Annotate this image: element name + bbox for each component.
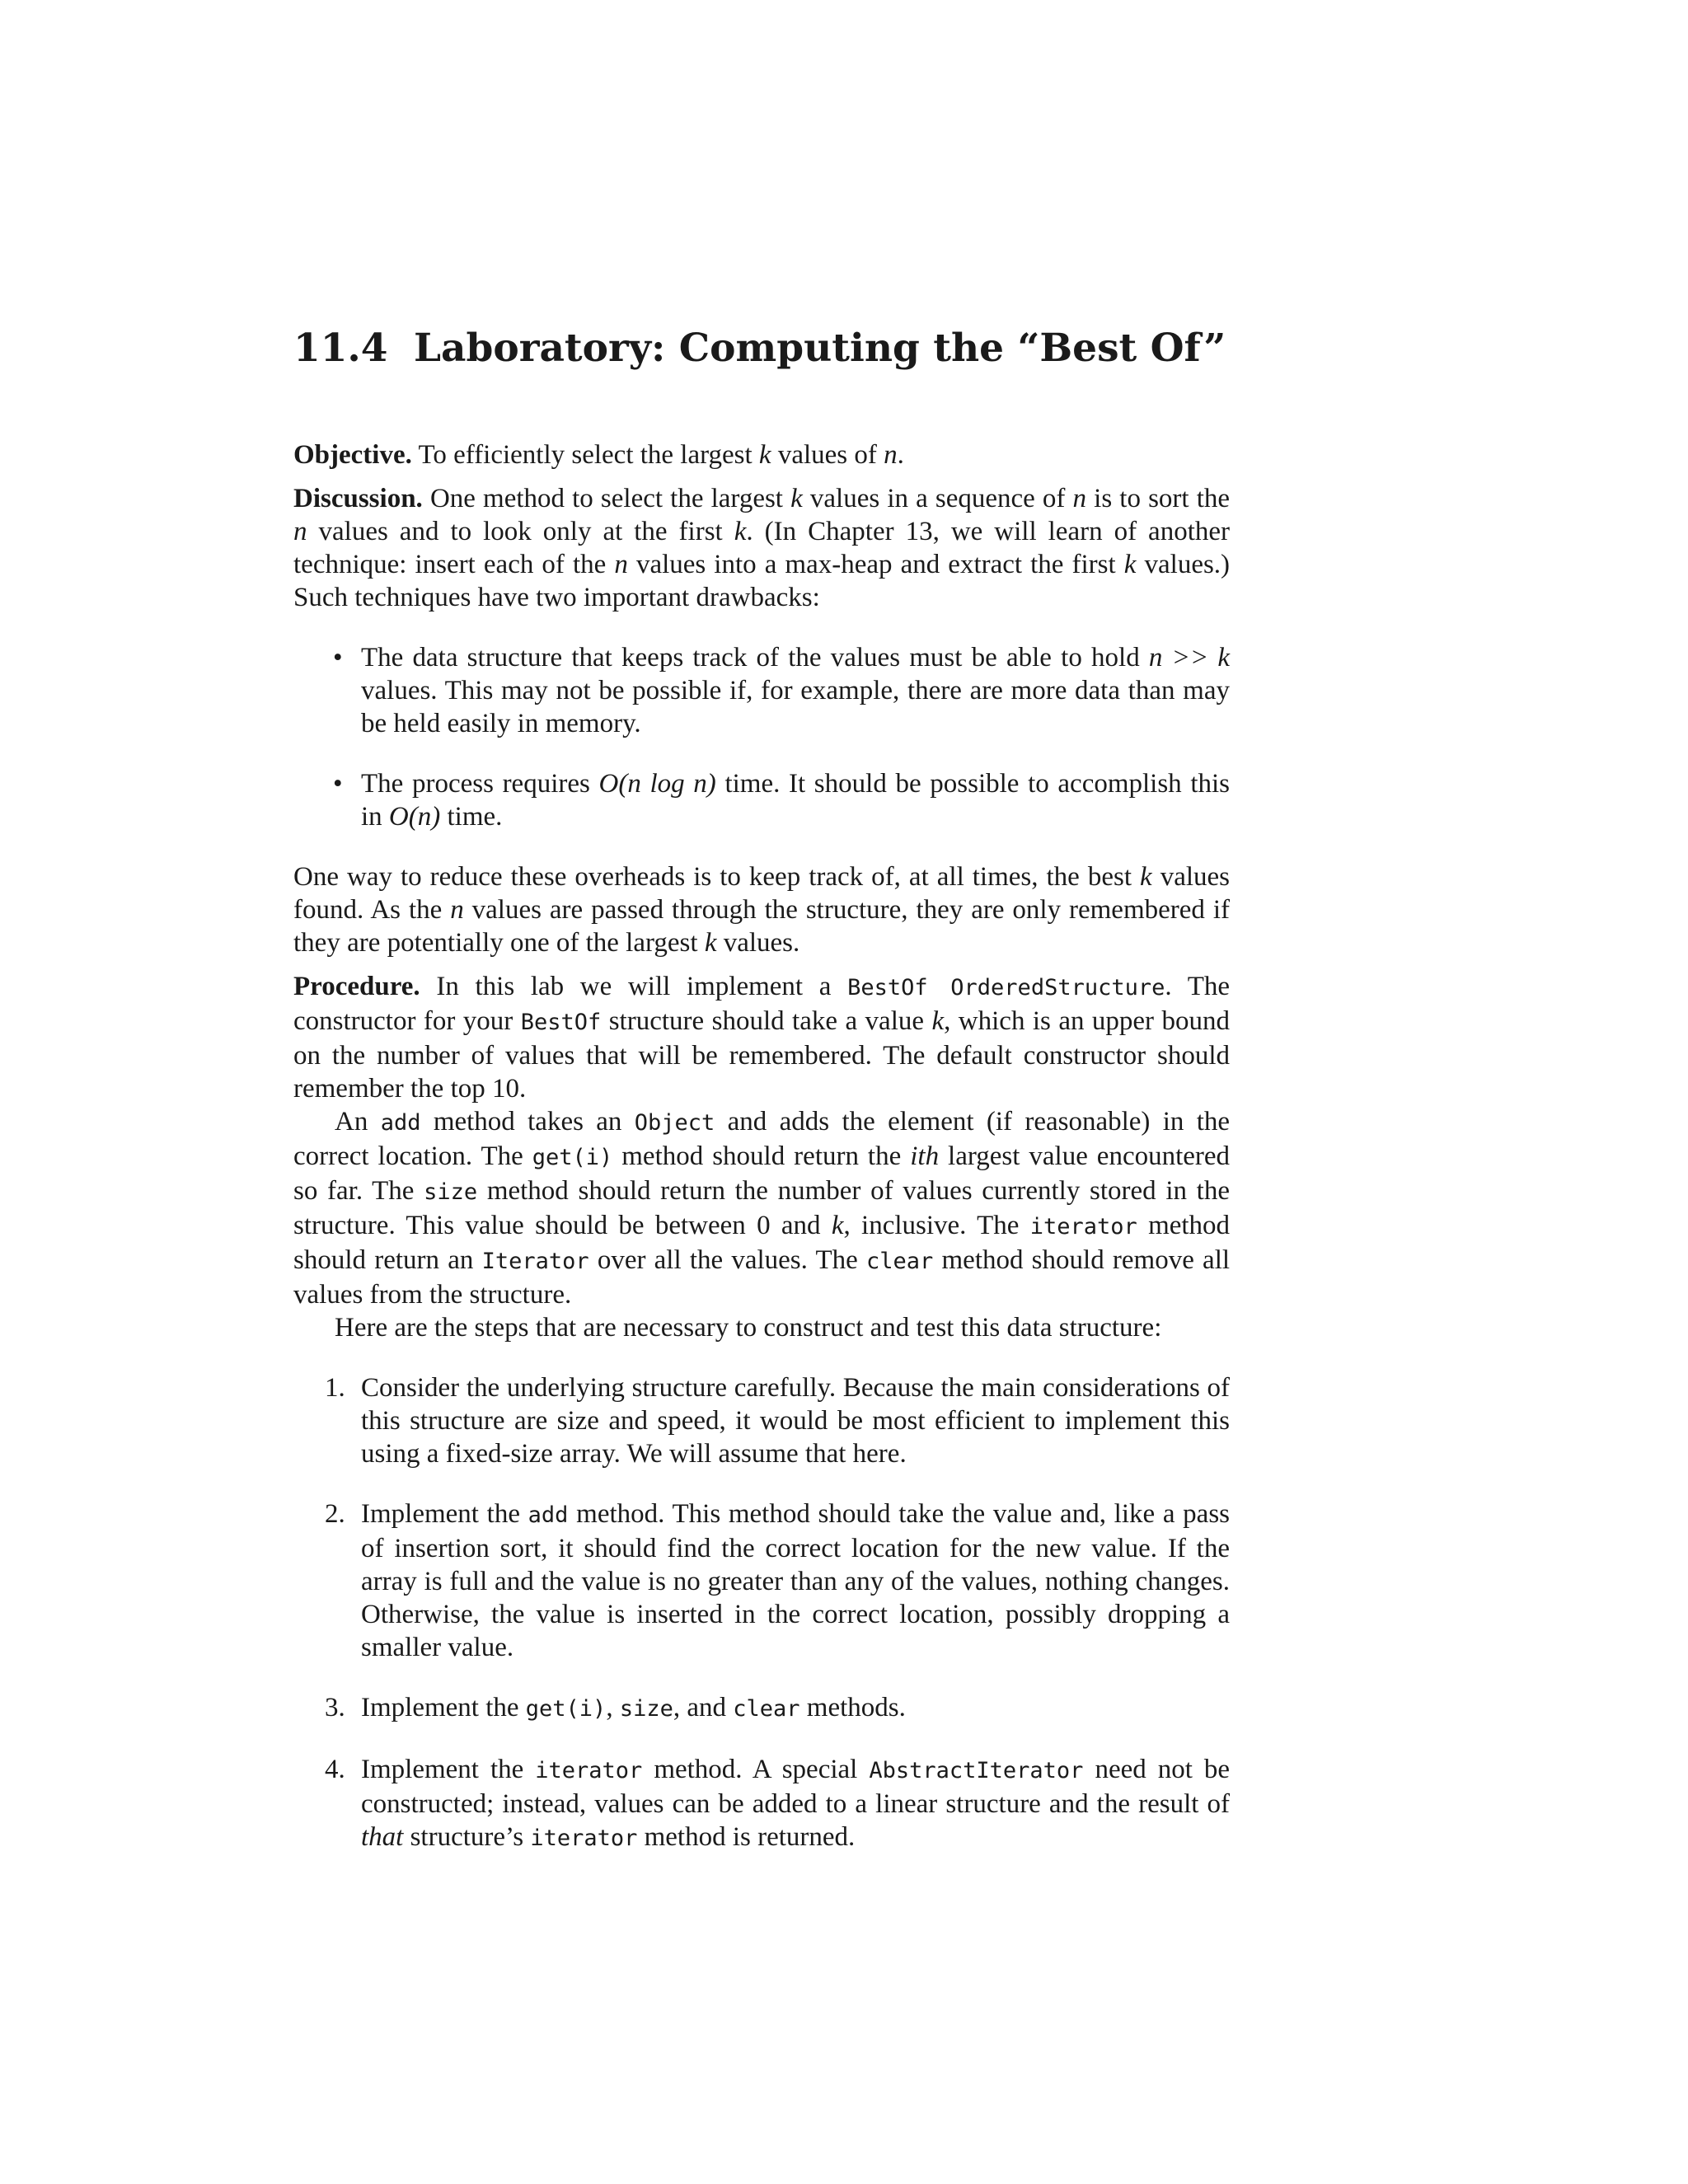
steps-intro-paragraph: Here are the steps that are necessary to construct and test this data structure: (335, 1313, 1162, 1343)
objective-paragraph (293, 438, 1230, 471)
code-run: get(i) (532, 1145, 613, 1170)
text-run: values into a max-heap and extract the first (635, 550, 1116, 579)
section-title: Laboratory: Computing the “Best Of” (414, 326, 1226, 371)
text-run: Implement the (361, 1693, 519, 1722)
emphasis-run: that (361, 1822, 404, 1852)
discussion-paragraph (293, 482, 1230, 614)
code-run: size (424, 1179, 478, 1205)
text-run: structure should take a value (608, 1006, 925, 1036)
text-run: Consider the underlying structure carefully. Because the main considerations of this structure are size and speed, it would be most efficient to implement this using a fixed-size array. We will assume that here. (361, 1373, 1230, 1469)
math-var: k (931, 1006, 945, 1036)
text-run: is to sort the (1094, 484, 1231, 513)
text-run: Implement the (361, 1499, 520, 1529)
list-item (293, 1753, 1230, 1855)
text-run: values and to look only at the first (318, 517, 723, 546)
math-var: 0 (757, 1211, 771, 1240)
math-var: k (1123, 550, 1137, 579)
page-content (293, 326, 1230, 1882)
text-run: method. A special (654, 1755, 858, 1784)
text-run: The process requires (361, 769, 590, 799)
text-run: , and (673, 1693, 727, 1722)
code-run: size (619, 1696, 673, 1722)
code-run: add (528, 1502, 569, 1528)
discussion-label: Discussion. (293, 484, 423, 513)
text-run: values of (777, 440, 877, 470)
text-run: need not be constructed; instead, values can be added to a linear structure and the result of (361, 1755, 1231, 1819)
text-run: structure’s (410, 1822, 524, 1852)
text-run: One way to reduce these overheads is to keep track of, at all times, the best (293, 862, 1132, 892)
procedure-paragraph (293, 970, 1230, 1105)
list-item (293, 641, 1230, 740)
code-run: clear (866, 1249, 934, 1274)
step-number: 3. (325, 1693, 345, 1722)
text-run: values in a sequence of (809, 484, 1066, 513)
text-run: One method to select the largest (429, 484, 783, 513)
text-run: Implement the (361, 1755, 524, 1784)
math-expression: O(n) (388, 802, 441, 832)
list-item (293, 1371, 1230, 1470)
math-var: n (1072, 484, 1087, 513)
text-run: method should return the (621, 1141, 902, 1171)
text-run: values. (723, 928, 800, 958)
text-run: and adds the element (if reasonable) in the correct location. The (293, 1107, 1231, 1171)
text-run: An (335, 1107, 368, 1137)
code-run: clear (733, 1696, 800, 1722)
math-var: k (734, 517, 747, 546)
text-run: over all the values. The (597, 1245, 858, 1275)
text-run: method should return the number of values currently stored in the structure. This value should be between (293, 1176, 1230, 1240)
text-run: method takes an (433, 1107, 622, 1137)
text-run: The data structure that keeps track of the values must be able to hold (361, 643, 1140, 673)
text-run: values.) Such techniques have two important drawbacks: (293, 550, 1231, 612)
text-run: values are passed through the structure, they are only remembered if they are potentially one of the largest (293, 895, 1230, 958)
code-run: AbstractIterator (869, 1758, 1084, 1783)
math-var: k (790, 484, 803, 513)
section-heading (293, 326, 1230, 371)
math-expression: O(n log n) (598, 769, 716, 799)
text-run: time. (447, 802, 503, 832)
text-run: method should return an (293, 1211, 1231, 1275)
text-run: , inclusive. The (843, 1211, 1020, 1240)
text-run: . (In Chapter 13, we will learn of another technique: insert each of the (293, 517, 1231, 579)
text-run: method is returned. (644, 1822, 856, 1852)
math-var: k (1140, 862, 1152, 892)
procedure-label: Procedure. (293, 972, 420, 1001)
math-var: k (704, 928, 717, 958)
math-var: ith (910, 1141, 940, 1171)
text-run: method. This method should take the value and, like a pass of insertion sort, it should find the correct location for the new value. If the array is full and the value is no greater than any of the values, nothing changes. Otherwise, the value is inserted in the correct location, possibly dropping a smaller value. (361, 1499, 1231, 1662)
math-var: k (758, 440, 771, 470)
step-number: 1. (325, 1373, 345, 1403)
math-var: n (614, 550, 628, 579)
text-run: values found. As the (293, 862, 1230, 925)
code-run: Object (634, 1110, 715, 1136)
math-expression: n >> k (1148, 643, 1231, 673)
code-run: iterator (530, 1825, 638, 1851)
math-var: n (884, 440, 898, 470)
text-run: largest value encountered so far. The (293, 1141, 1231, 1206)
math-var: n (293, 517, 307, 546)
code-run: add (380, 1110, 421, 1136)
reduce-paragraph (293, 860, 1230, 959)
code-run: iterator (1029, 1214, 1137, 1240)
code-run: get(i) (525, 1696, 607, 1722)
objective-label: Objective. (293, 440, 412, 470)
section-number: 11.4 (293, 326, 388, 371)
drawbacks-list (293, 641, 1230, 833)
code-run: BestOf (520, 1010, 602, 1035)
text-run: , which is an upper bound on the number of values that will be remembered. The default constructor should remember the top 10. (293, 1006, 1230, 1104)
text-run: method should remove all values from the structure. (293, 1245, 1231, 1310)
math-var: k (831, 1211, 844, 1240)
text-run: . (897, 440, 904, 470)
list-item (293, 1497, 1230, 1664)
text-run: , (606, 1693, 613, 1722)
code-run: BestOf OrderedStructure (847, 975, 1165, 1001)
code-run: Iterator (481, 1249, 589, 1274)
text-run: methods. (806, 1693, 906, 1722)
step-number: 2. (325, 1499, 345, 1529)
steps-list (293, 1371, 1230, 1855)
list-item (293, 1691, 1230, 1726)
step-number: 4. (325, 1755, 345, 1784)
text-run: values. This may not be possible if, for example, there are more data than may be held easily in memory. (361, 676, 1230, 738)
text-run: time. It should be possible to accomplish this in (361, 769, 1231, 832)
math-var: n (450, 895, 464, 925)
list-item (293, 767, 1230, 833)
text-run: and (781, 1211, 821, 1240)
add-method-paragraph (293, 1105, 1230, 1311)
text-run: . The constructor for your (293, 972, 1230, 1036)
code-run: iterator (535, 1758, 643, 1783)
text-run: To efficiently select the largest (418, 440, 753, 470)
text-run: In this lab we will implement a (436, 972, 832, 1001)
